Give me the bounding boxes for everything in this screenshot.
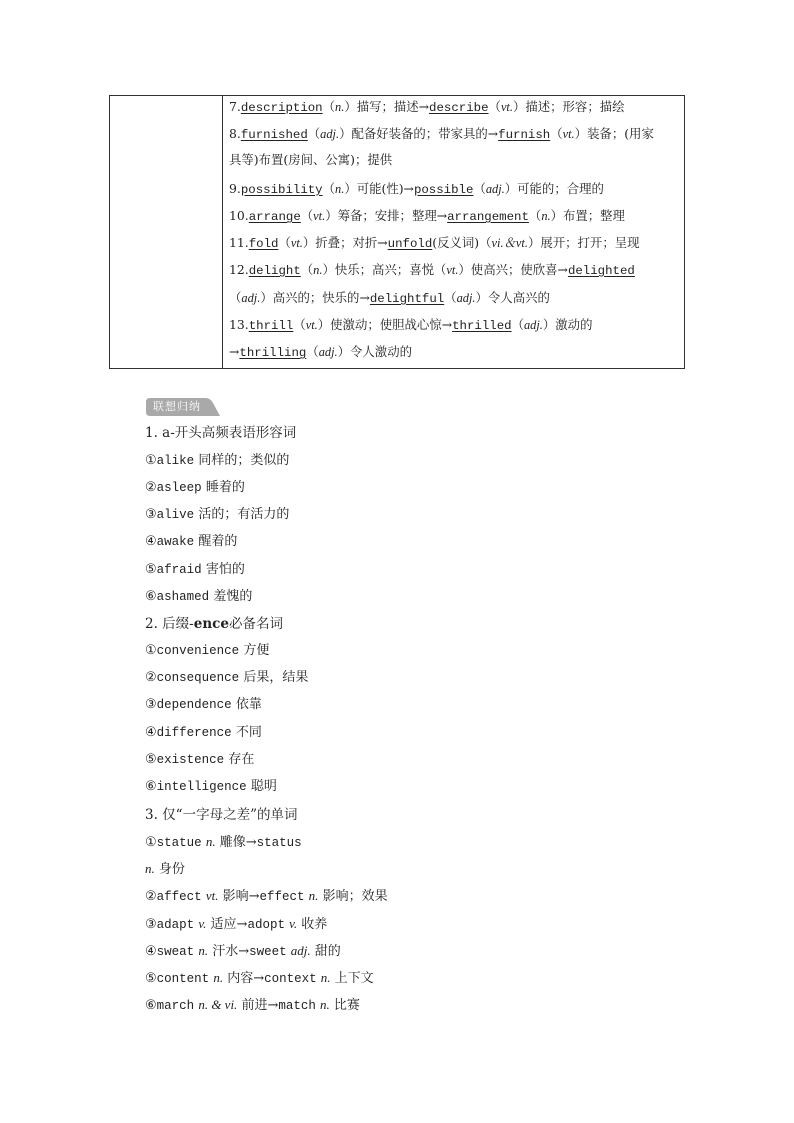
word: difference <box>156 726 232 740</box>
word-pair-item <box>145 968 374 989</box>
table-column-divider <box>222 96 223 368</box>
word: intelligence <box>156 780 247 794</box>
entry-number: 8. <box>229 126 241 141</box>
word-pair-item <box>145 995 360 1016</box>
item-number: ⑥ <box>145 779 157 794</box>
pos: v. <box>289 916 298 931</box>
derived-word: unfold <box>387 237 433 251</box>
table-line <box>229 179 604 200</box>
arrow: → <box>441 317 453 332</box>
item-number: ⑤ <box>145 562 157 577</box>
meaning: 影响 <box>222 889 249 904</box>
paren: （ <box>229 290 242 305</box>
table-line <box>229 315 592 336</box>
meaning: ）使高兴；使欣喜 <box>458 262 558 277</box>
item-number: ③ <box>145 507 157 522</box>
word-pair-item-continued <box>145 859 185 880</box>
meaning: ）装备；(用家 <box>574 126 654 141</box>
table-line <box>229 97 625 118</box>
word: alike <box>156 454 195 468</box>
meaning: 醒着的 <box>198 534 238 549</box>
arrow: → <box>229 344 240 359</box>
headword: thrill <box>248 319 294 333</box>
meaning: ）使激动；使胆战心惊 <box>317 317 442 332</box>
arrow: → <box>436 208 448 223</box>
arrow: → <box>557 262 568 277</box>
derived-word: furnish <box>498 128 551 142</box>
paren: （ <box>511 317 524 332</box>
list-item <box>145 695 262 715</box>
word: convenience <box>156 644 240 658</box>
meaning: 内容 <box>227 971 254 986</box>
word-pair-item <box>145 914 327 935</box>
derived-word: possible <box>413 183 474 197</box>
derived-word: describe <box>429 101 489 115</box>
item-number: ④ <box>145 534 157 549</box>
arrow: → <box>238 944 250 959</box>
pos: vt. <box>205 888 219 903</box>
entry-number: 7. <box>229 99 241 114</box>
list-item <box>145 505 289 525</box>
paren: （ <box>322 181 336 196</box>
item-number: ④ <box>145 944 157 959</box>
list-item <box>145 641 269 661</box>
paren: （ <box>307 126 321 141</box>
item-number: ⑥ <box>145 589 157 604</box>
word-pair-item <box>145 941 341 962</box>
paren: （ <box>528 208 542 223</box>
word: match <box>278 999 316 1013</box>
meaning: ）配备好装备的；带家具的 <box>339 126 488 141</box>
headword: furnished <box>240 128 308 142</box>
list-item <box>145 750 254 770</box>
table-line <box>229 124 654 145</box>
list-item <box>145 723 262 743</box>
item-number: ③ <box>145 697 157 712</box>
meaning: ）激动的 <box>542 317 593 332</box>
meaning: 依靠 <box>235 697 262 712</box>
entry-number: 13. <box>229 317 249 332</box>
meaning: ）筹备；安排；整理 <box>325 208 437 223</box>
word: sweet <box>249 945 287 959</box>
headword: delight <box>248 264 301 278</box>
pos: n. <box>145 861 155 876</box>
derived-word: delighted <box>567 264 635 278</box>
headword: description <box>240 101 323 115</box>
headword: fold <box>248 237 279 251</box>
table-line <box>229 342 412 363</box>
paren: （ <box>278 235 291 250</box>
pos: adj. <box>456 291 476 305</box>
word: status <box>256 836 302 850</box>
word-pair-item <box>145 832 302 853</box>
item-number: ① <box>145 453 157 468</box>
table-line <box>229 260 635 281</box>
item-number: ⑥ <box>145 998 157 1013</box>
meaning: 方便 <box>243 643 270 658</box>
meaning: 影响；效果 <box>322 889 388 904</box>
arrow: → <box>248 889 260 904</box>
pos: n. <box>320 997 330 1012</box>
pos: adj. <box>485 182 505 196</box>
derived-word: delightful <box>369 292 445 306</box>
word: sweat <box>156 945 195 959</box>
derived-word: thrilled <box>452 319 512 333</box>
pos: vt. <box>562 127 575 141</box>
word: afraid <box>156 563 202 577</box>
item-number: ② <box>145 670 157 685</box>
paren: （ <box>488 99 501 114</box>
list-item <box>145 587 252 607</box>
paren: （ <box>300 208 314 223</box>
list-item <box>145 777 277 797</box>
item-number: ② <box>145 480 157 495</box>
pos: n. <box>308 888 319 903</box>
word: ashamed <box>156 590 210 604</box>
heading-rest: 必备名词 <box>228 616 283 632</box>
meaning: ）可能(性) <box>344 181 404 196</box>
word: affect <box>156 890 202 904</box>
list-item <box>145 478 245 498</box>
word: asleep <box>156 481 202 495</box>
meaning: 聪明 <box>250 779 277 794</box>
pos: n. & vi. <box>198 997 238 1012</box>
paren: （ <box>293 317 306 332</box>
pos: n. <box>320 970 331 985</box>
meaning: ）布置；整理 <box>550 208 625 223</box>
meaning: ）快乐；高兴；喜悦（ <box>322 262 447 277</box>
derived-word: thrilling <box>239 346 307 360</box>
headword: possibility <box>240 183 323 197</box>
meaning: 睡着的 <box>205 480 245 495</box>
meaning: 适应 <box>210 917 237 932</box>
word: awake <box>156 535 195 549</box>
headword: arrange <box>248 210 301 224</box>
pos: vi.＆vt. <box>491 236 528 250</box>
heading-prefix: 2. 后缀- <box>145 616 194 632</box>
meaning: 具等)布置(房间、公寓)；提供 <box>229 152 393 167</box>
word-pair-item <box>145 886 388 907</box>
word: existence <box>156 753 225 767</box>
word: march <box>156 999 195 1013</box>
pos: n. <box>213 970 224 985</box>
section-badge: 联想归纳 <box>153 400 201 413</box>
paren: （ <box>444 290 457 305</box>
list-item <box>145 451 289 471</box>
table-line <box>229 150 392 170</box>
meaning: ）描述；形容；描绘 <box>512 99 625 114</box>
paren: （ <box>550 126 563 141</box>
arrow: → <box>253 971 265 986</box>
pos: n. <box>198 943 209 958</box>
heading-suffix-bold: ence <box>193 616 229 632</box>
pos: vt. <box>446 263 459 277</box>
meaning: ）令人激动的 <box>337 344 412 359</box>
paren: （ <box>473 181 486 196</box>
item-number: ⑤ <box>145 971 157 986</box>
section-heading: 1. a-开头高频表语形容词 <box>145 425 297 441</box>
meaning: ）可能的；合理的 <box>504 181 604 196</box>
paren: （ <box>306 344 319 359</box>
pos: adj. <box>318 345 338 359</box>
meaning: ）高兴的；快乐的 <box>260 290 360 305</box>
entry-number: 11. <box>229 235 249 250</box>
meaning: ）描写；描述 <box>344 99 419 114</box>
item-number: ① <box>145 643 157 658</box>
word: consequence <box>156 671 240 685</box>
item-number: ④ <box>145 725 157 740</box>
item-number: ③ <box>145 917 157 932</box>
arrow: → <box>418 99 430 114</box>
meaning: 不同 <box>235 725 262 740</box>
arrow: → <box>236 917 248 932</box>
entry-number: 10. <box>229 208 249 223</box>
pos: n. <box>541 209 551 223</box>
table-line <box>229 288 550 309</box>
list-item <box>145 668 308 688</box>
item-number: ① <box>145 835 157 850</box>
meaning: ）令人高兴的 <box>475 290 550 305</box>
word: alive <box>156 508 195 522</box>
pos: adj. <box>320 127 340 141</box>
word: dependence <box>156 698 232 712</box>
word: content <box>156 972 210 986</box>
arrow: → <box>267 998 279 1013</box>
pos: v. <box>198 916 207 931</box>
paren: （ <box>322 99 336 114</box>
table-line <box>229 206 625 227</box>
meaning: 雕像 <box>219 835 246 850</box>
pos: vt. <box>313 209 326 223</box>
meaning: 后果，结果 <box>243 670 309 685</box>
arrow: → <box>359 290 370 305</box>
meaning: 上下文 <box>334 971 374 986</box>
meaning: 存在 <box>228 752 255 767</box>
pos: vt. <box>500 100 513 114</box>
word: context <box>264 972 317 986</box>
arrow: → <box>487 126 499 141</box>
meaning: 甜的 <box>314 944 341 959</box>
meaning: ）展开；打开；呈现 <box>527 235 640 250</box>
pos: n. <box>335 182 345 196</box>
list-item <box>145 560 245 580</box>
arrow: → <box>377 235 388 250</box>
arrow: → <box>403 181 414 196</box>
meaning: 害怕的 <box>205 562 245 577</box>
meaning: ）折叠；对折 <box>302 235 378 250</box>
meaning: 羞愧的 <box>213 589 253 604</box>
meaning: 汗水 <box>212 944 239 959</box>
pos: vt. <box>290 236 303 250</box>
section-heading <box>145 614 283 634</box>
vocab-table <box>109 95 685 369</box>
paren: （ <box>300 262 314 277</box>
meaning: 同样的；类似的 <box>198 453 290 468</box>
pos: n. <box>335 100 345 114</box>
arrow: → <box>245 835 257 850</box>
entry-number: 12. <box>229 262 249 277</box>
entry-number: 9. <box>229 181 241 196</box>
pos: adj. <box>241 291 261 305</box>
word: adapt <box>156 918 195 932</box>
pos: n. <box>205 834 216 849</box>
pos: adj. <box>290 943 311 958</box>
word: statue <box>156 836 202 850</box>
meaning: 活的；有活力的 <box>198 507 290 522</box>
meaning: 身份 <box>158 862 185 877</box>
meaning: 前进 <box>241 998 268 1013</box>
paren: (反义词)（ <box>432 235 492 250</box>
pos: n. <box>313 263 323 277</box>
item-number: ⑤ <box>145 752 157 767</box>
table-line <box>229 233 640 254</box>
meaning: 收养 <box>301 917 328 932</box>
list-item <box>145 532 237 552</box>
pos: vt. <box>305 318 318 332</box>
derived-word: arrangement <box>447 210 529 224</box>
item-number: ② <box>145 889 157 904</box>
meaning: 比赛 <box>333 998 360 1013</box>
word: effect <box>259 890 305 904</box>
word: adopt <box>247 918 285 932</box>
pos: adj. <box>523 318 543 332</box>
section-heading: 3. 仅“一字母之差”的单词 <box>145 807 298 823</box>
